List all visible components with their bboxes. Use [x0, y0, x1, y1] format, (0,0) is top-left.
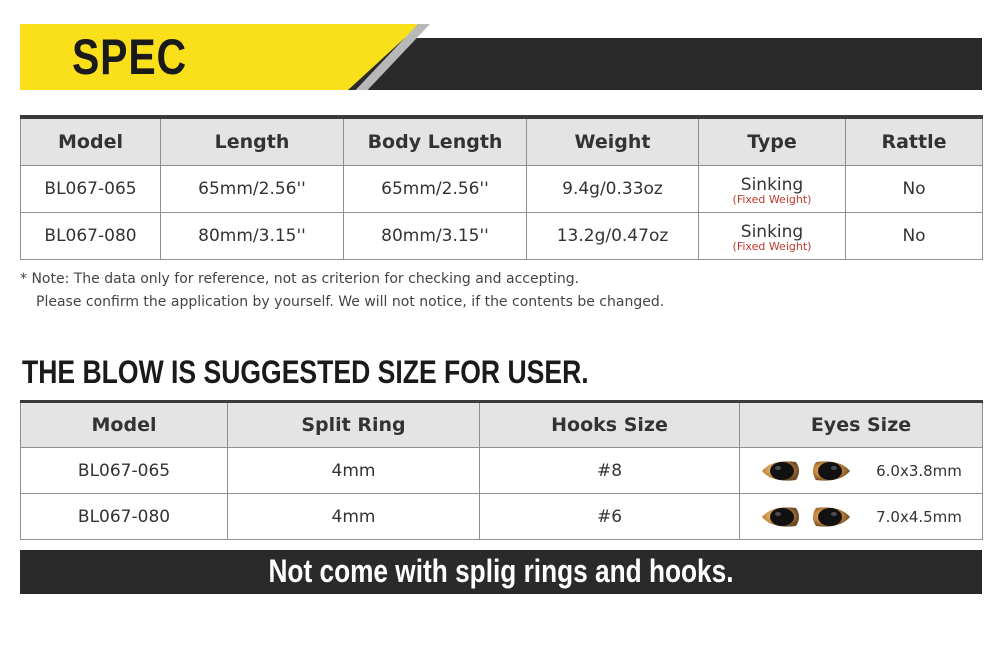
- header-model: Model: [21, 117, 161, 165]
- cell-model: BL067-065: [21, 448, 228, 494]
- note-line-1: * Note: The data only for reference, not as criterion for checking and accepting.: [20, 271, 580, 287]
- size-table-header-row: [21, 402, 983, 448]
- cell-eyes-size: [740, 448, 983, 494]
- spec-table: [20, 115, 983, 260]
- size-table: [20, 400, 983, 540]
- lure-eye-icon: [760, 504, 802, 530]
- header-eyes-size: Eyes Size: [740, 402, 983, 448]
- lure-eye-icon: [810, 458, 852, 484]
- cell-weight: 9.4g/0.33oz: [527, 165, 699, 212]
- cell-split-ring: 4mm: [228, 494, 480, 540]
- disclaimer-note: [20, 268, 664, 314]
- spec-title: SPEC: [72, 29, 187, 85]
- header-length: Length: [161, 117, 344, 165]
- header-hooks-size: Hooks Size: [480, 402, 740, 448]
- spec-banner: [20, 24, 982, 90]
- header-type: Type: [699, 117, 846, 165]
- footer-notice: Not come with splig rings and hooks.: [268, 553, 734, 589]
- eye-size-value: 7.0x4.5mm: [876, 507, 962, 526]
- cell-body-length: 80mm/3.15'': [344, 212, 527, 259]
- cell-model: BL067-080: [21, 212, 161, 259]
- table-row: [21, 494, 983, 540]
- lure-eye-icon: [760, 458, 802, 484]
- suggested-size-heading: THE BLOW IS SUGGESTED SIZE FOR USER.: [22, 354, 589, 390]
- type-note: (Fixed Weight): [732, 239, 812, 253]
- cell-hooks-size: #6: [480, 494, 740, 540]
- type-label: Sinking: [740, 221, 804, 242]
- cell-body-length: 65mm/2.56'': [344, 165, 527, 212]
- eyes-group: [740, 504, 982, 530]
- cell-eyes-size: [740, 494, 983, 540]
- eye-size-value: 6.0x3.8mm: [876, 461, 962, 480]
- header-split-ring: Split Ring: [228, 402, 480, 448]
- cell-model: BL067-080: [21, 494, 228, 540]
- type-note: (Fixed Weight): [732, 192, 812, 206]
- note-line-2: Please confirm the application by yourself. We will not notice, if the contents be changed.: [36, 294, 665, 310]
- table-row: [21, 212, 983, 259]
- cell-type: [699, 212, 846, 259]
- cell-model: BL067-065: [21, 165, 161, 212]
- cell-rattle: No: [846, 165, 983, 212]
- header-rattle: Rattle: [846, 117, 983, 165]
- cell-hooks-size: #8: [480, 448, 740, 494]
- header-weight: Weight: [527, 117, 699, 165]
- lure-eye-icon: [810, 504, 852, 530]
- spec-table-header-row: [21, 117, 983, 165]
- cell-split-ring: 4mm: [228, 448, 480, 494]
- type-label: Sinking: [740, 174, 804, 195]
- cell-weight: 13.2g/0.47oz: [527, 212, 699, 259]
- cell-type: [699, 165, 846, 212]
- cell-length: 80mm/3.15'': [161, 212, 344, 259]
- eyes-group: [740, 458, 982, 484]
- header-model: Model: [21, 402, 228, 448]
- cell-length: 65mm/2.56'': [161, 165, 344, 212]
- header-body-length: Body Length: [344, 117, 527, 165]
- table-row: [21, 165, 983, 212]
- table-row: [21, 448, 983, 494]
- footer-banner: [20, 550, 982, 594]
- cell-rattle: No: [846, 212, 983, 259]
